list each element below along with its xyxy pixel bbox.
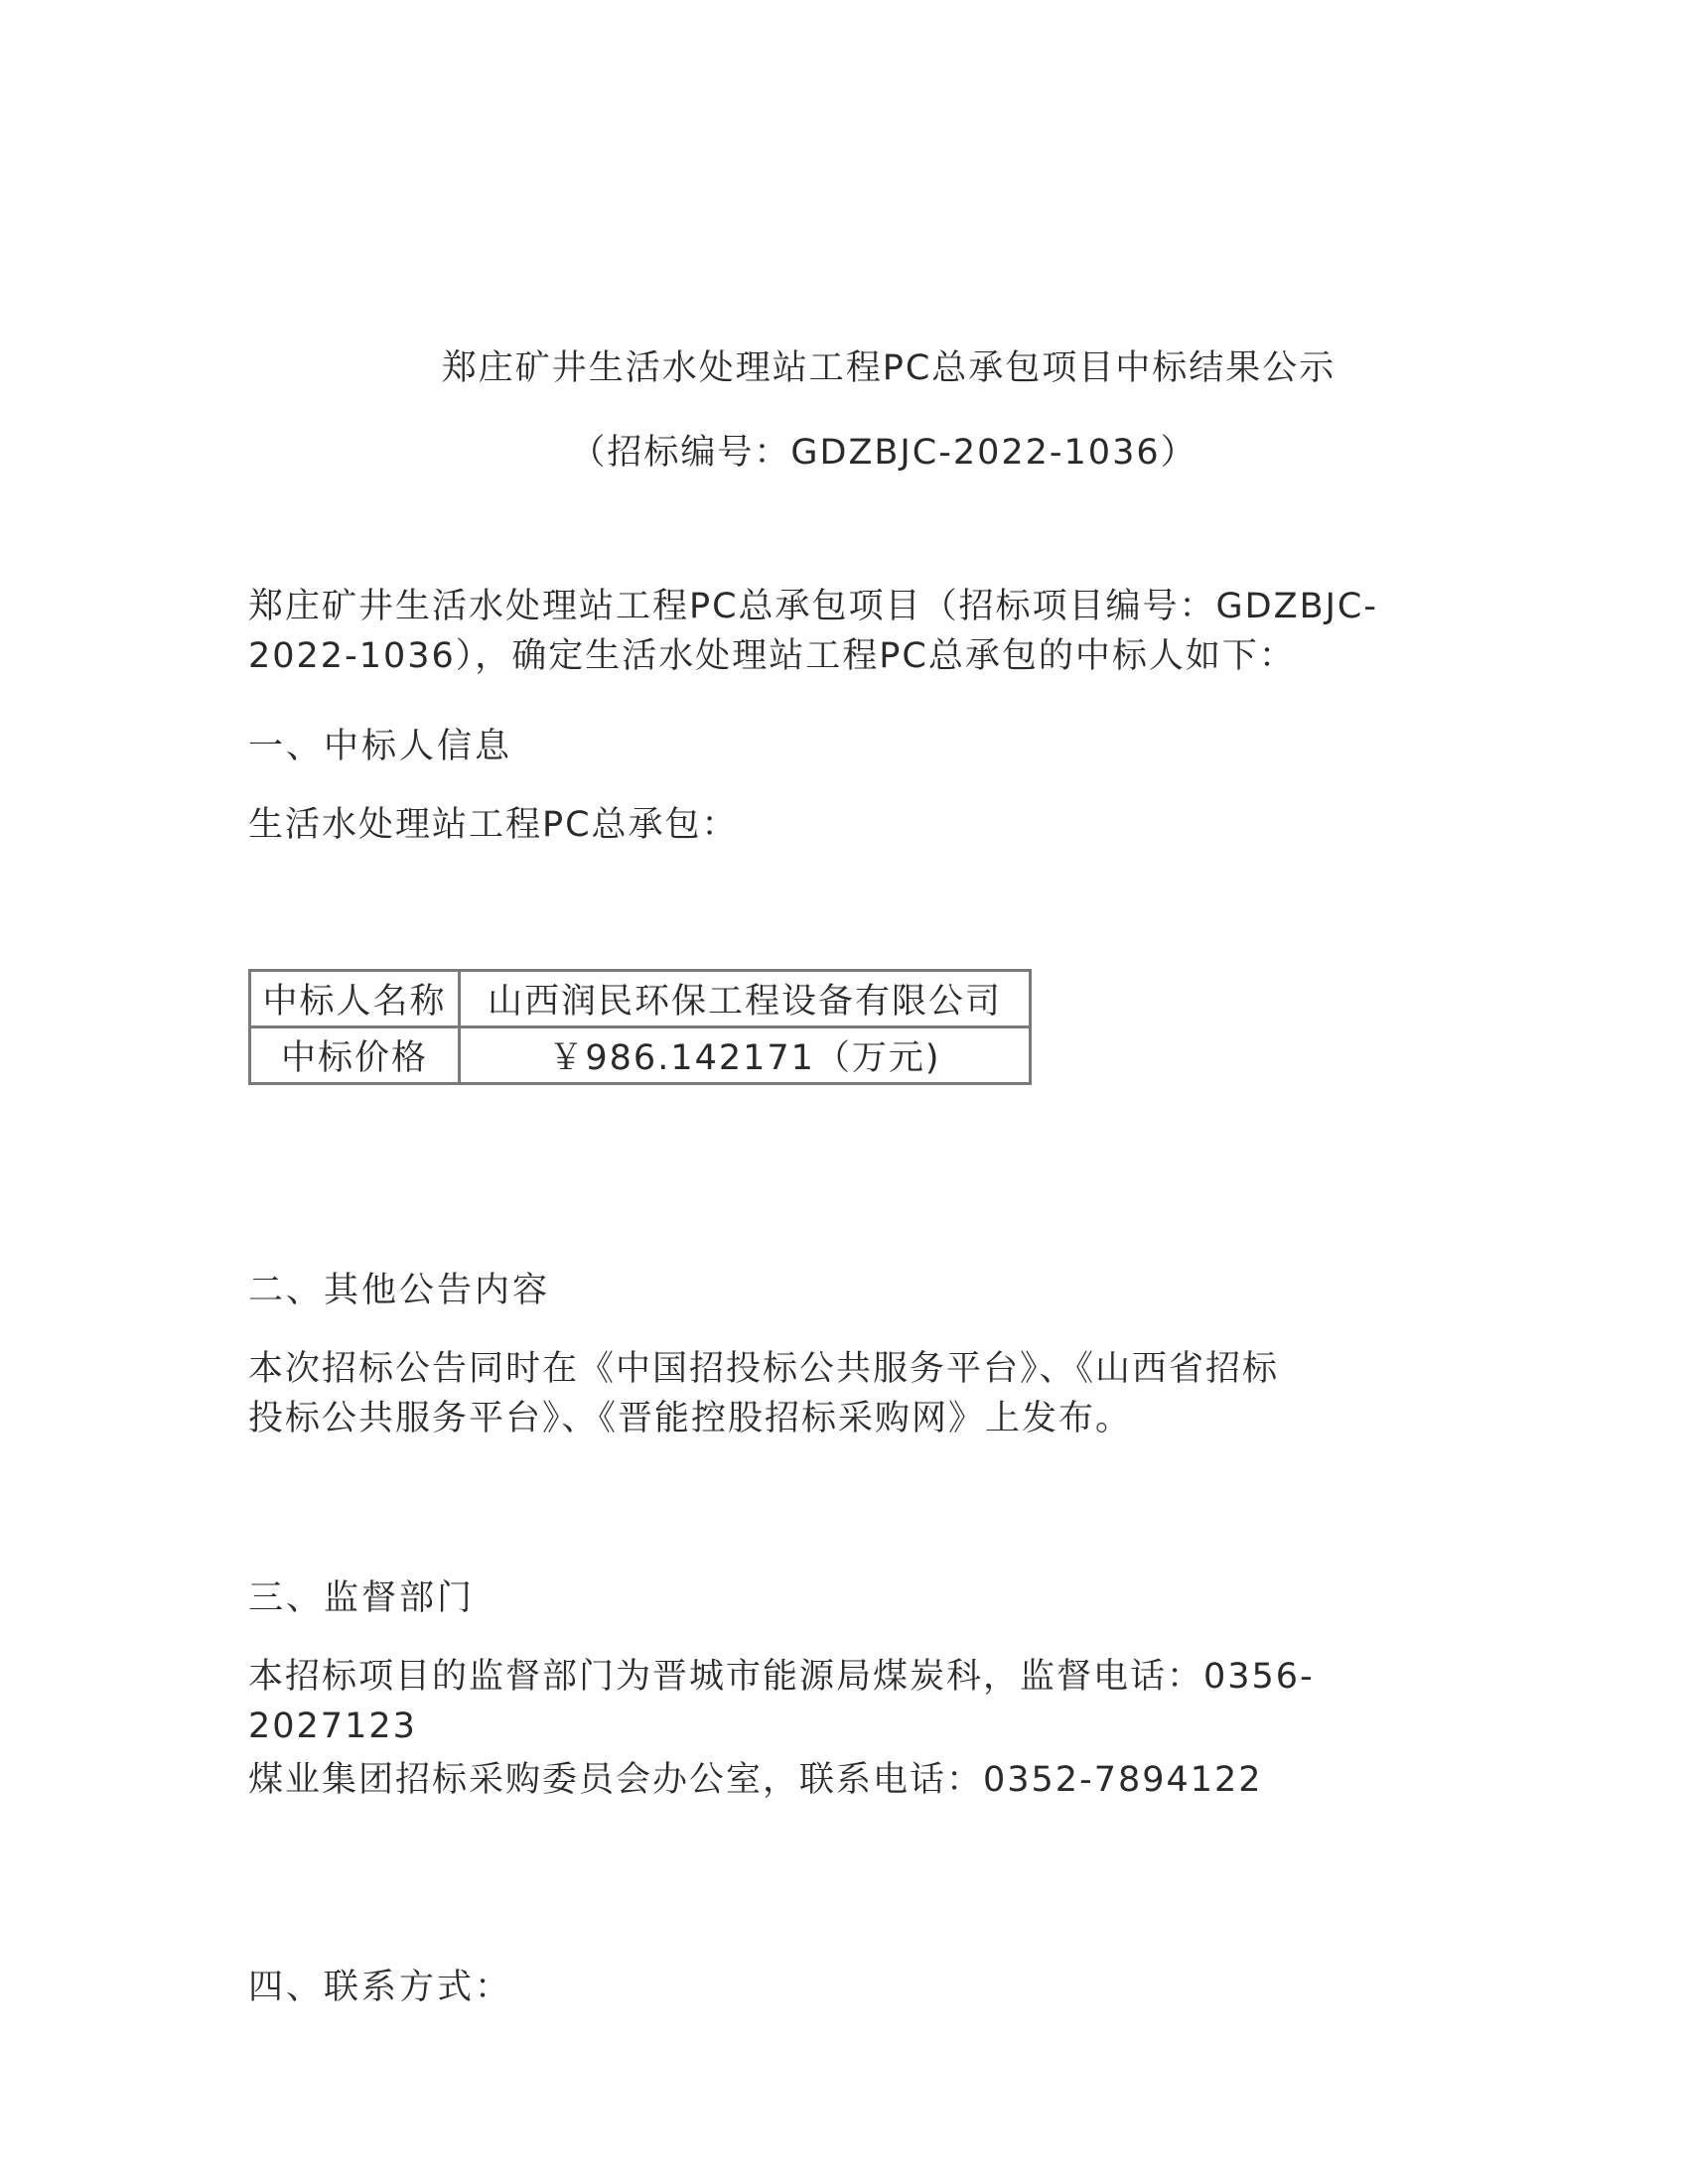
section-2-heading: 二、其他公告内容 bbox=[248, 1271, 551, 1310]
page-title: 郑庄矿井生活水处理站工程PC总承包项目中标结果公示 bbox=[441, 348, 1336, 388]
winner-name-value: 山西润民环保工程设备有限公司 bbox=[460, 971, 1031, 1027]
section-3-heading: 三、监督部门 bbox=[248, 1578, 476, 1618]
winning-price-value: ￥986.142171（万元) bbox=[460, 1027, 1031, 1084]
supervision-line-2: 2027123 bbox=[248, 1706, 417, 1746]
tender-number: （招标编号：GDZBJC-2022-1036） bbox=[570, 433, 1197, 473]
publication-line-1: 本次招标公告同时在《中国招投标公共服务平台》、《山西省招标 bbox=[248, 1349, 1280, 1389]
table-row bbox=[250, 1027, 1031, 1084]
intro-paragraph bbox=[248, 582, 1440, 681]
intro-line-1: 郑庄矿井生活水处理站工程PC总承包项目（招标项目编号：GDZBJC- bbox=[248, 587, 1378, 626]
supervision-paragraph bbox=[248, 1652, 1440, 1805]
publication-paragraph bbox=[248, 1344, 1440, 1443]
winning-price-label: 中标价格 bbox=[250, 1027, 460, 1084]
section-1-heading: 一、中标人信息 bbox=[248, 727, 513, 766]
section-4-heading: 四、联系方式： bbox=[248, 1968, 513, 2007]
winner-name-label: 中标人名称 bbox=[250, 971, 460, 1027]
supervision-line-3: 煤业集团招标采购委员会办公室，联系电话：0352-7894122 bbox=[248, 1760, 1263, 1800]
supervision-line-1: 本招标项目的监督部门为晋城市能源局煤炭科，监督电话：0356- bbox=[248, 1657, 1315, 1697]
publication-line-2: 投标公共服务平台》、《晋能控股招标采购网》上发布。 bbox=[248, 1399, 1133, 1438]
intro-line-2: 2022-1036），确定生活水处理站工程PC总承包的中标人如下： bbox=[248, 636, 1296, 676]
table-row bbox=[250, 971, 1031, 1027]
award-table bbox=[248, 969, 1032, 1085]
lot-name: 生活水处理站工程PC总承包： bbox=[248, 805, 739, 845]
